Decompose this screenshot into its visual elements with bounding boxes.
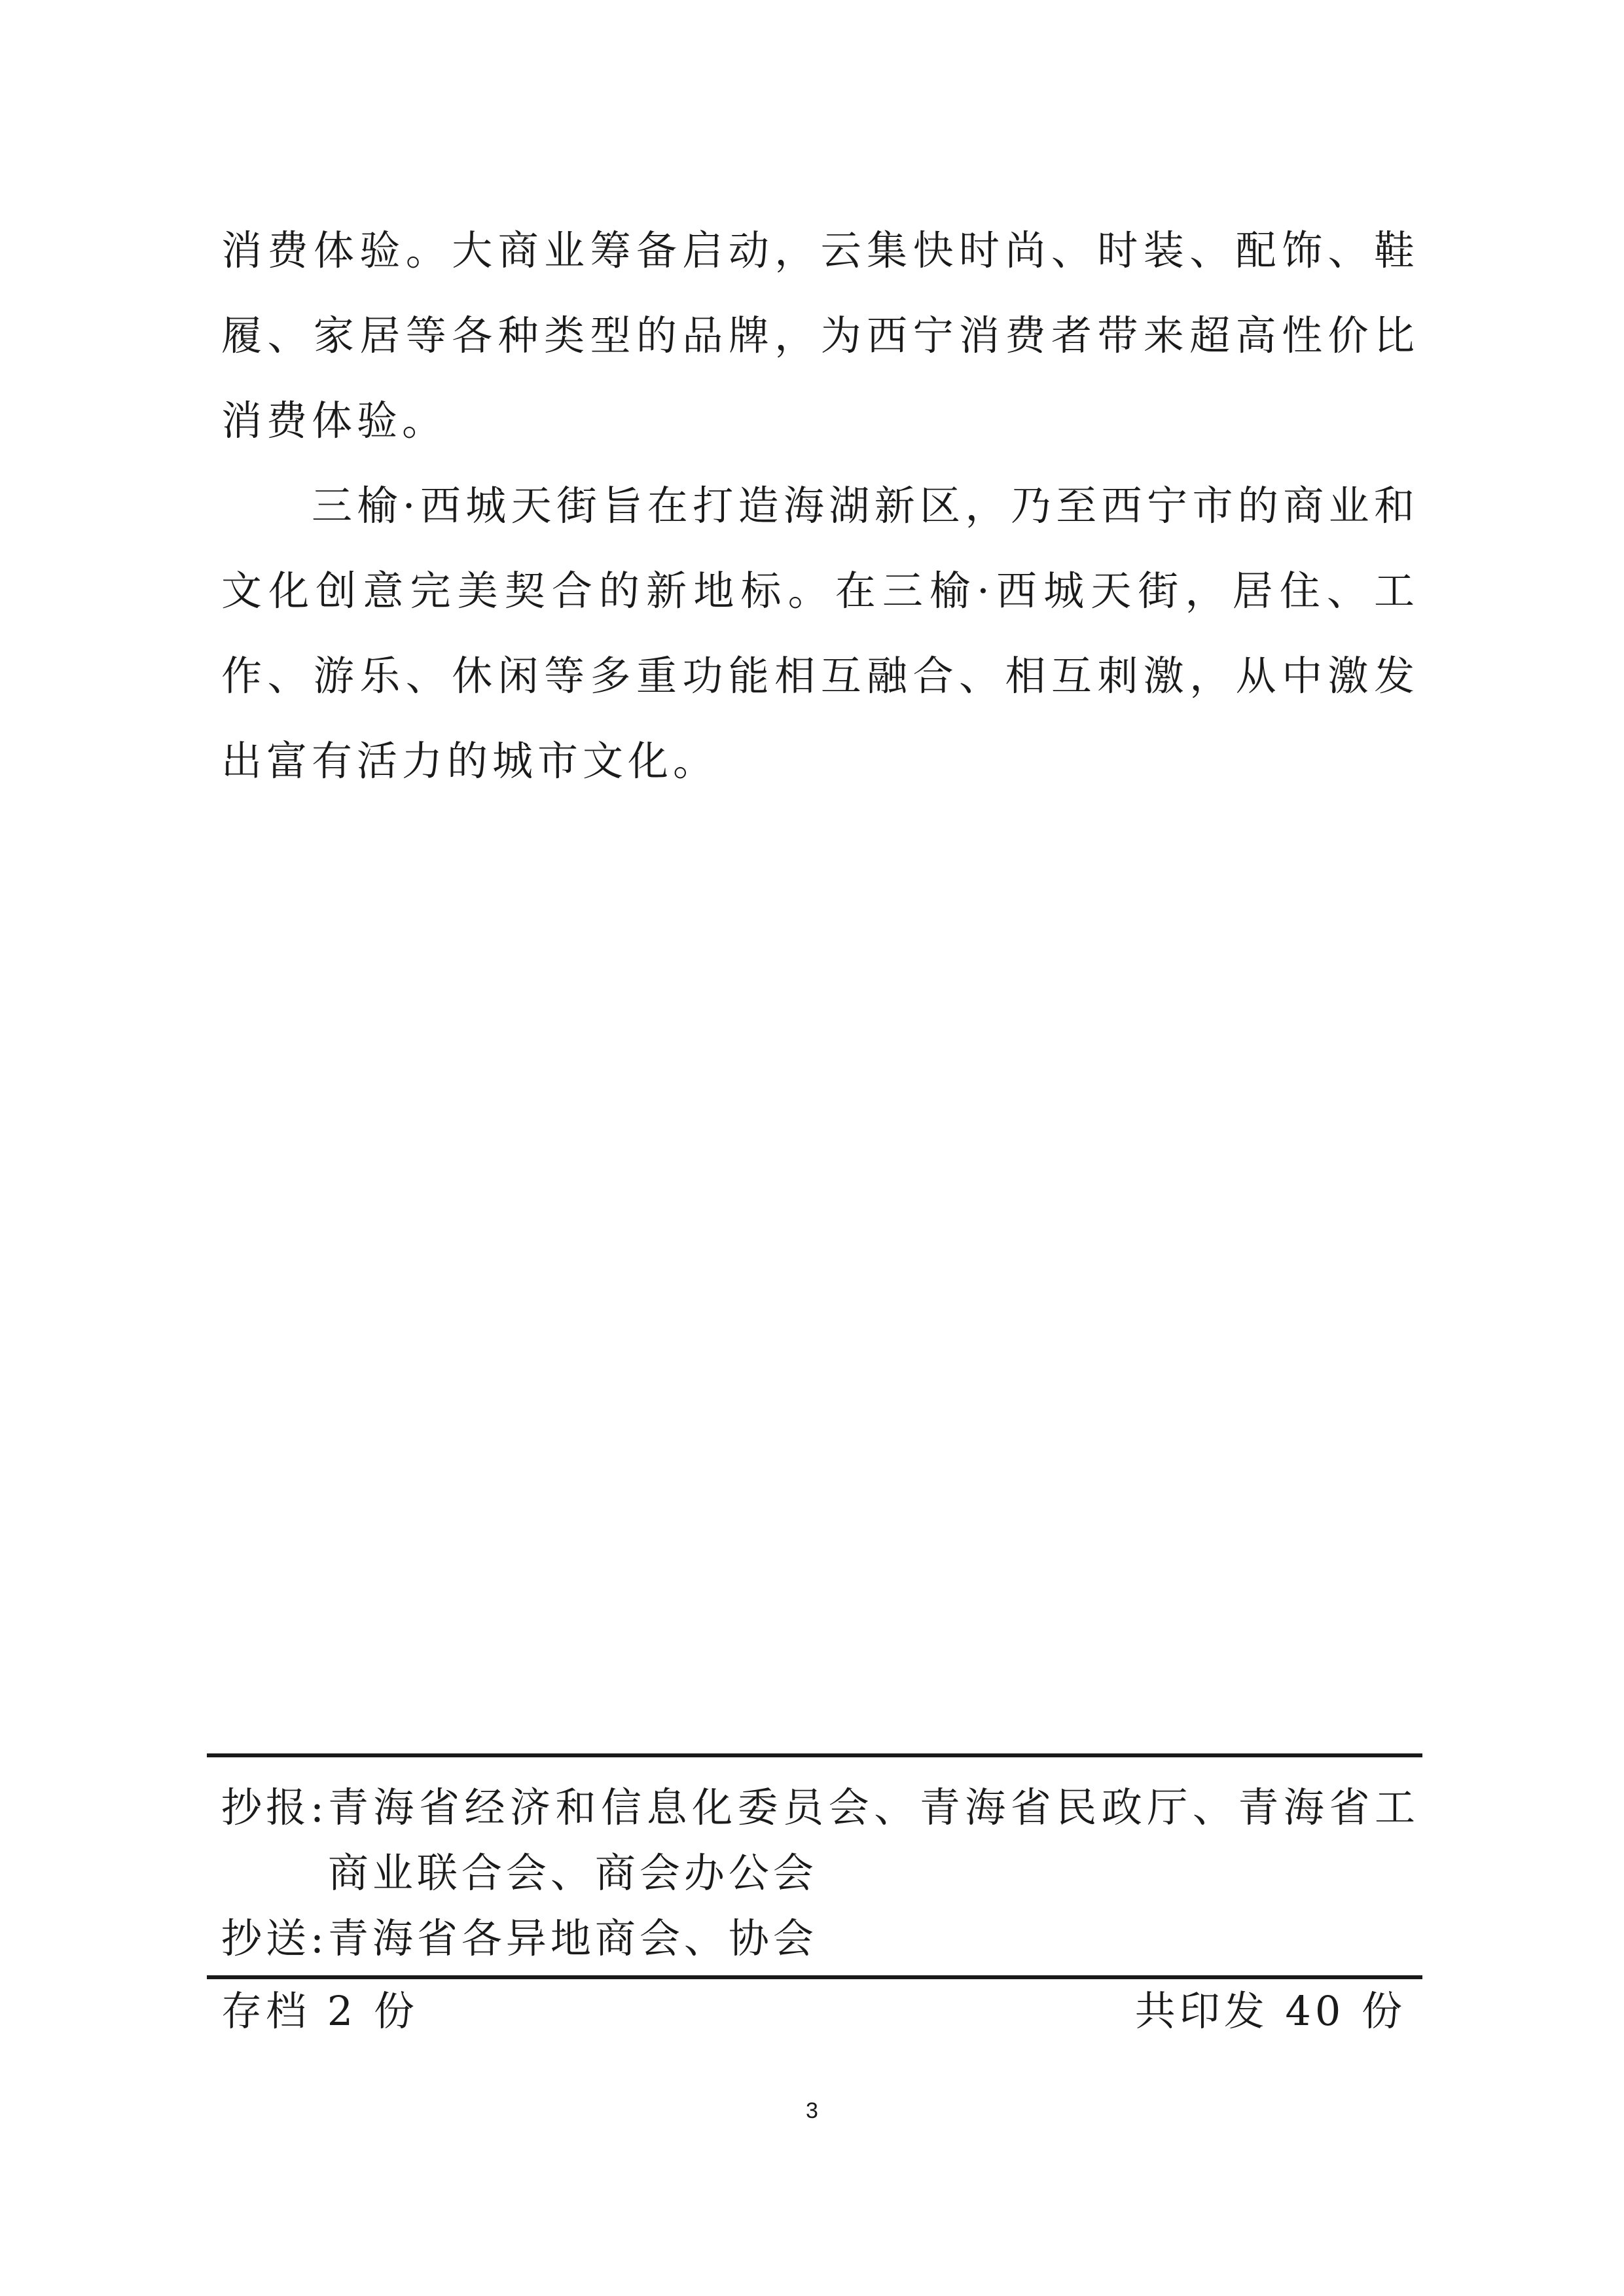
- distribution-report: [221, 1775, 1419, 1906]
- distribution-top-rule: [207, 1753, 1422, 1757]
- archive-copies: 存档 2 份: [221, 1987, 418, 2035]
- paragraph-continuation: 消费体验。大商业筹备启动，云集快时尚、时装、配饰、鞋履、家居等各种类型的品牌，为西宁消费者带来超高性价比消费体验。: [221, 226, 1419, 444]
- paragraph-landmark: 三榆·西城天街旨在打造海湖新区，乃至西宁市的商业和文化创意完美契合的新地标。在三榆·西城天街，居住、工作、游乐、休闲等多重功能相互融合、相互刺激，从中激发出富有活力的城市文化。: [221, 482, 1419, 785]
- report-label: 抄报:: [221, 1784, 328, 1831]
- total-copies: 共印发 40 份: [1134, 1987, 1406, 2035]
- send-label: 抄送:: [221, 1914, 328, 1962]
- page-number: 3: [806, 2098, 818, 2123]
- distribution-send: [221, 1906, 1419, 1971]
- report-recipients: 青海省经济和信息化委员会、青海省民政厅、青海省工商业联合会、商会办公会: [327, 1784, 1419, 1897]
- body-text: [221, 208, 1419, 804]
- distribution-bottom-rule: [207, 1975, 1422, 1979]
- send-recipients: 青海省各异地商会、协会: [327, 1914, 818, 1962]
- print-count-row: [221, 1982, 1406, 2041]
